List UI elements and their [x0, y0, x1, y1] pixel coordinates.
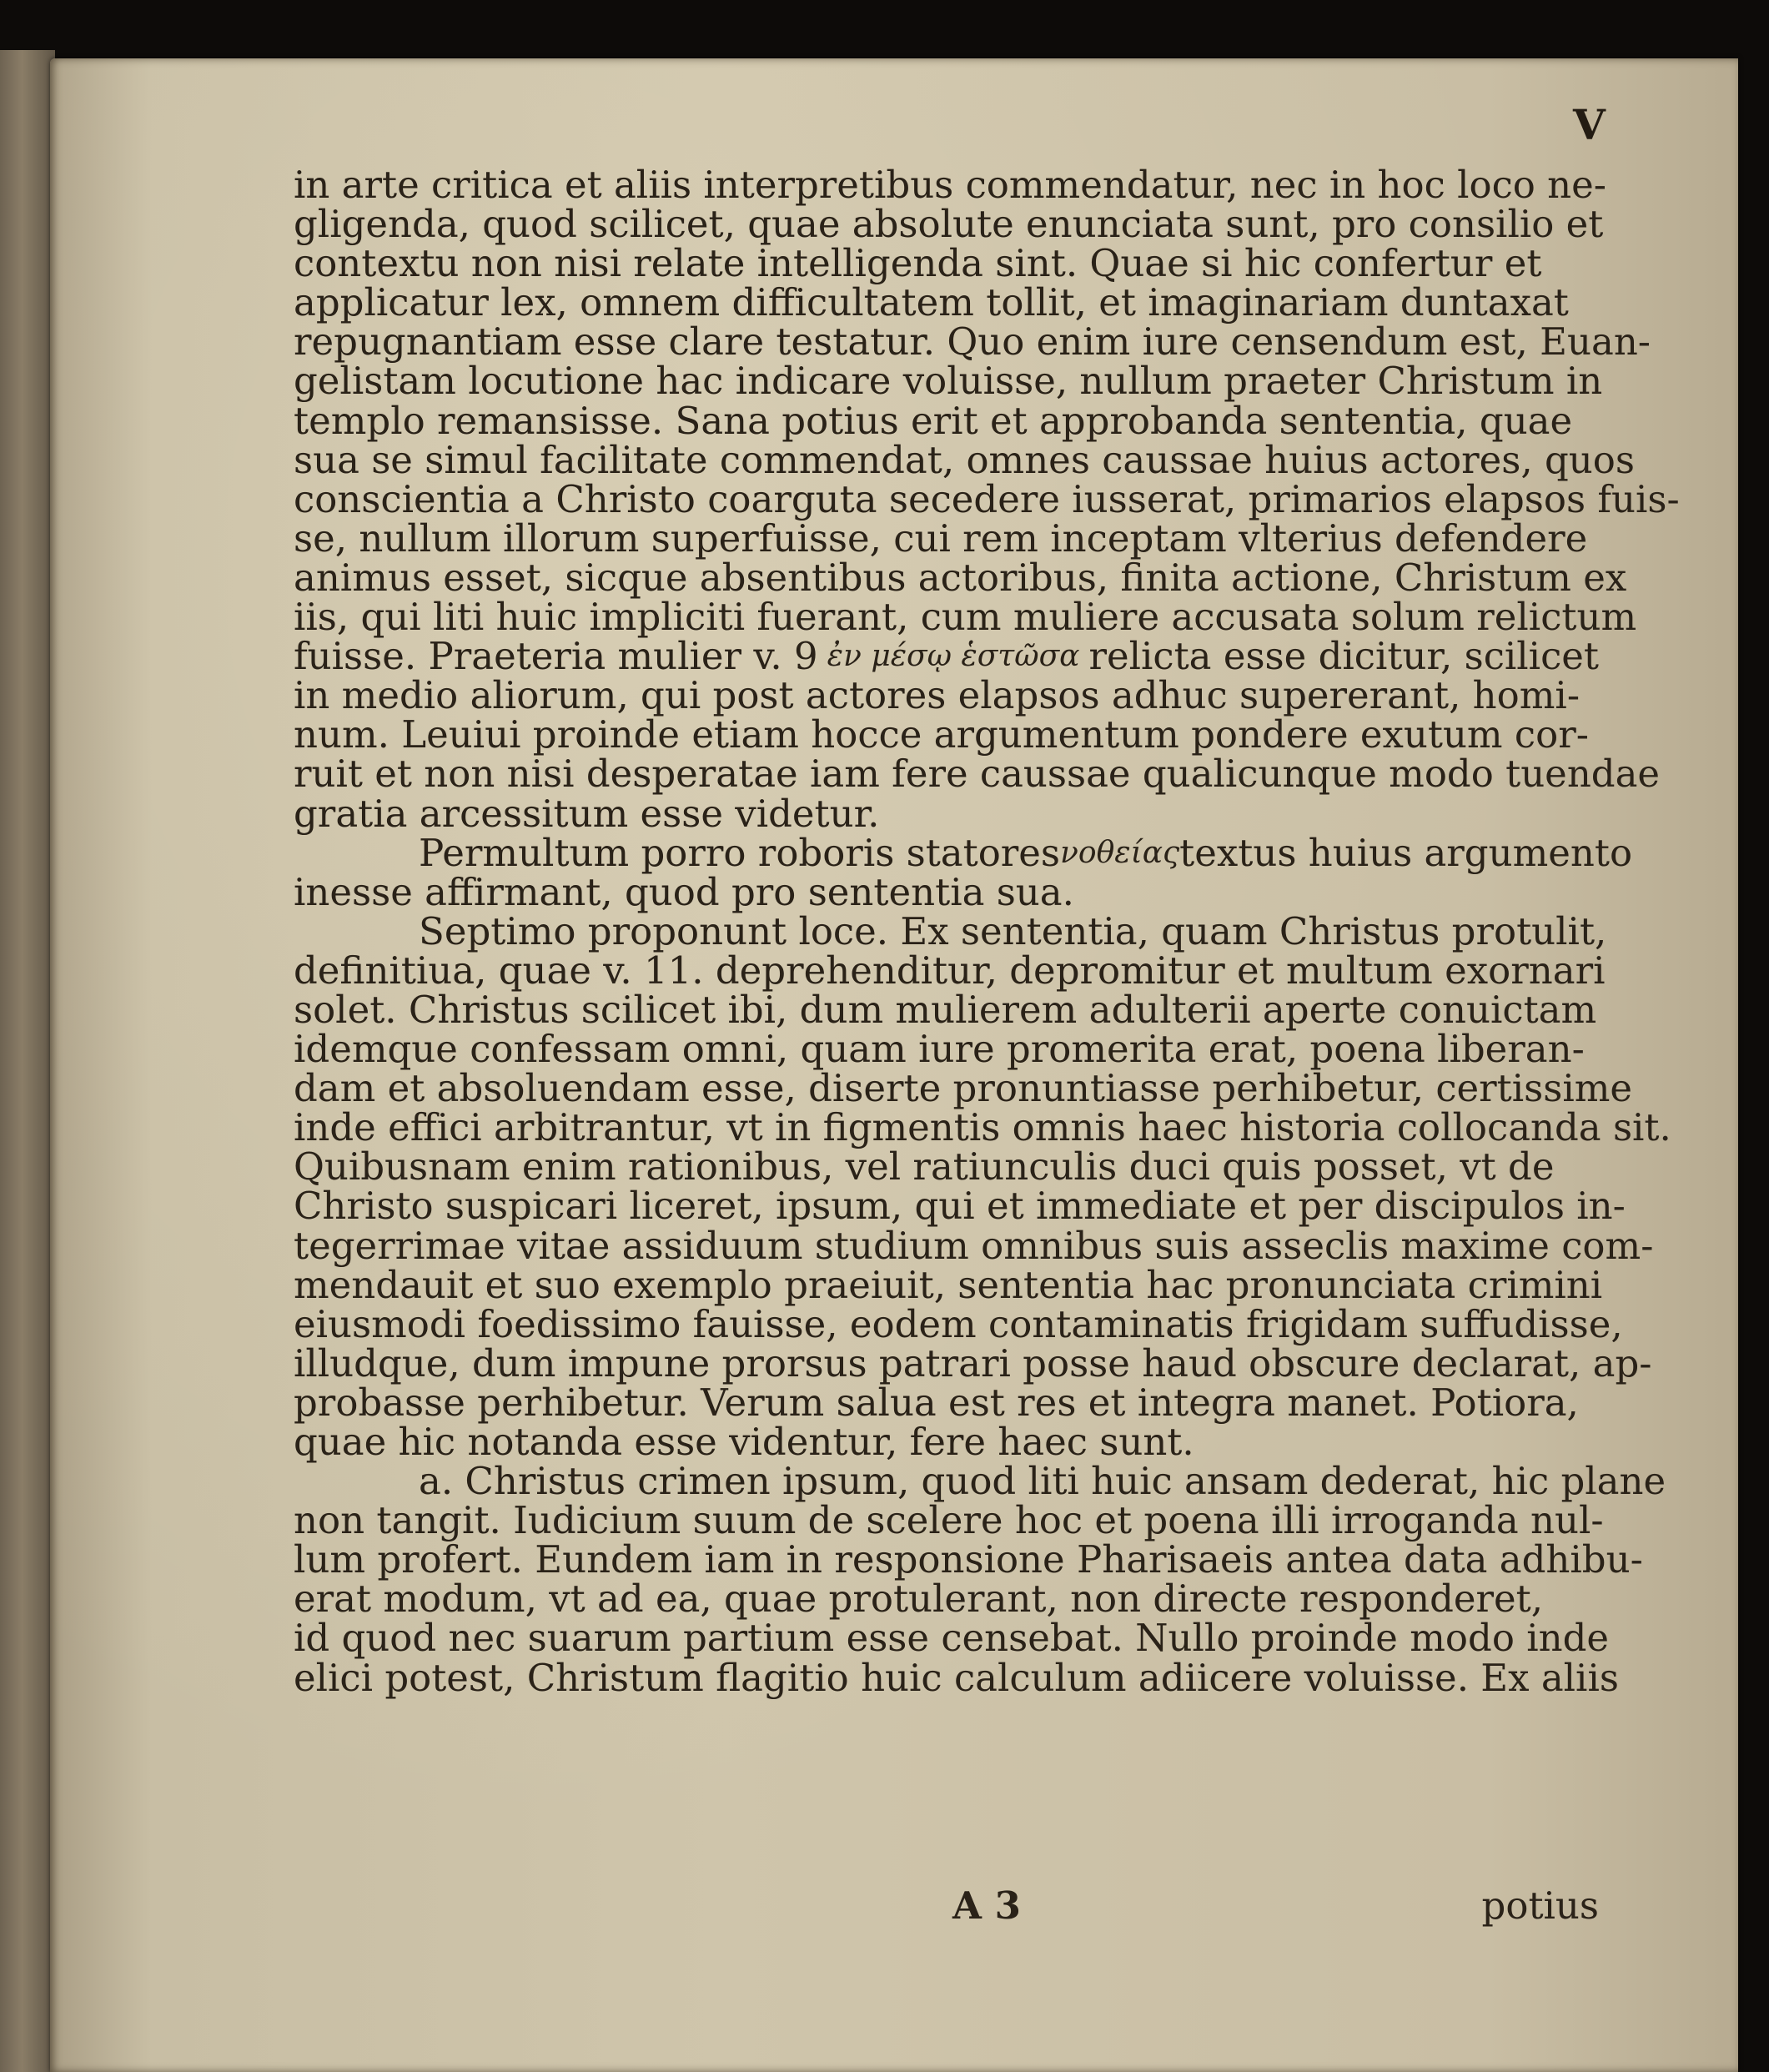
text-line: probasse perhibetur. Verum salua est res et integra manet. Potiora,: [294, 1380, 1579, 1425]
signature-mark: A 3: [952, 1883, 1021, 1928]
greek-word: νοθείας: [1060, 835, 1180, 870]
text-line: a. Christus crimen ipsum, quod liti huic ansam dederat, hic plane: [419, 1459, 1666, 1504]
text-line: Septimo proponunt loce. Ex sententia, quam Christus protulit,: [419, 908, 1607, 953]
text-line: idemque confessam omni, quam iure promerita erat, poena liberan-: [294, 1027, 1585, 1072]
text-line: lum profert. Eundem iam in responsione Pharisaeis antea data adhibu-: [294, 1537, 1643, 1582]
body-text: [294, 163, 1680, 1700]
text-line: iis, qui liti huic impliciti fuerant, cum muliere accusata solum relictum: [294, 595, 1637, 640]
text-line: in arte critica et aliis interpretibus commendatur, nec in hoc loco ne-: [294, 163, 1606, 207]
text-line: gelistam locutione hac indicare voluisse, nullum praeter Christum in: [294, 359, 1603, 404]
text-line: applicatur lex, omnem difficultatem tollit, et imaginariam duntaxat: [294, 280, 1569, 325]
text-line: gligenda, quod scilicet, quae absolute enunciata sunt, pro consilio et: [294, 202, 1604, 247]
text-line: animus esset, sicque absentibus actoribus, finita actione, Christum ex: [294, 555, 1627, 600]
text-line: gratia arcessitum esse videtur.: [294, 791, 880, 836]
text-line: mendauit et suo exemplo praeiuit, sententia hac pronunciata crimini: [294, 1262, 1603, 1307]
page-number: V: [1573, 100, 1606, 149]
page-footer: [294, 1883, 1599, 1934]
text-line: conscientia a Christo coarguta secedere iusserat, primarios elapsos fuis-: [294, 476, 1680, 521]
text-line: quae hic notanda esse videntur, fere haec sunt.: [294, 1420, 1194, 1464]
catchword: potius: [1481, 1883, 1599, 1928]
text-line: fuisse. Praeteria mulier v. 9 ἐν μέσῳ ἑστῶσα relicta esse dicitur, scilicet: [294, 634, 1599, 679]
text-line: illudque, dum impune prorsus patrari posse haud obscure declarat, ap-: [294, 1340, 1652, 1386]
text-line: ruit et non nisi desperatae iam fere caussae qualicunque modo tuendae: [294, 752, 1661, 797]
text-line: inesse affirmant, quod pro sententia sua.: [294, 869, 1074, 914]
text-line: sua se simul facilitate commendat, omnes caussae huius actores, quos: [294, 437, 1635, 482]
text-line: contextu non nisi relate intelligenda sint. Quae si hic confertur et: [294, 241, 1542, 286]
text-line: id quod nec suarum partium esse censebat. Nullo proinde modo inde: [294, 1616, 1610, 1661]
book-page: [50, 58, 1738, 2072]
text-line: in medio aliorum, qui post actores elapsos adhuc supererant, homi-: [294, 673, 1581, 718]
text-line: Permultum porro roboris statores νοθείας textus huius argumento: [419, 830, 1633, 875]
greek-phrase: ἐν μέσῳ ἑστῶσα: [827, 639, 1080, 674]
text-line: erat modum, vt ad ea, quae protulerant, non directe responderet,: [294, 1577, 1544, 1622]
text-line: eiusmodi foedissimo fauisse, eodem contaminatis frigidam suffudisse,: [294, 1301, 1623, 1346]
text-line: definitiua, quae v. 11. deprehenditur, depromitur et multum exornari: [294, 948, 1606, 993]
text-line: Quibusnam enim rationibus, vel ratiunculis duci quis posset, vt de: [294, 1144, 1555, 1189]
text-line: templo remansisse. Sana potius erit et approbanda sententia, quae: [294, 398, 1573, 443]
text-line: solet. Christus scilicet ibi, dum mulierem adulterii aperte conuictam: [294, 987, 1597, 1032]
text-line: non tangit. Iudicium suum de scelere hoc et poena illi irroganda nul-: [294, 1498, 1604, 1543]
text-line: elici potest, Christum flagitio huic calculum adiicere voluisse. Ex aliis: [294, 1655, 1619, 1700]
text-line: dam et absoluendam esse, diserte pronuntiasse perhibetur, certissime: [294, 1066, 1633, 1111]
text-line: inde effici arbitrantur, vt in figmentis omnis haec historia collocanda sit.: [294, 1105, 1671, 1150]
text-line: Christo suspicari liceret, ipsum, qui et immediate et per discipulos in-: [294, 1184, 1626, 1229]
text-line: repugnantiam esse clare testatur. Quo enim iure censendum est, Euan-: [294, 319, 1651, 365]
text-line: num. Leuiui proinde etiam hocce argumentum pondere exutum cor-: [294, 712, 1589, 757]
previous-page-edge: [0, 50, 55, 2072]
text-line: tegerrimae vitae assiduum studium omnibus suis asseclis maxime com-: [294, 1223, 1654, 1268]
text-line: se, nullum illorum superfuisse, cui rem inceptam vlterius defendere: [294, 515, 1588, 561]
